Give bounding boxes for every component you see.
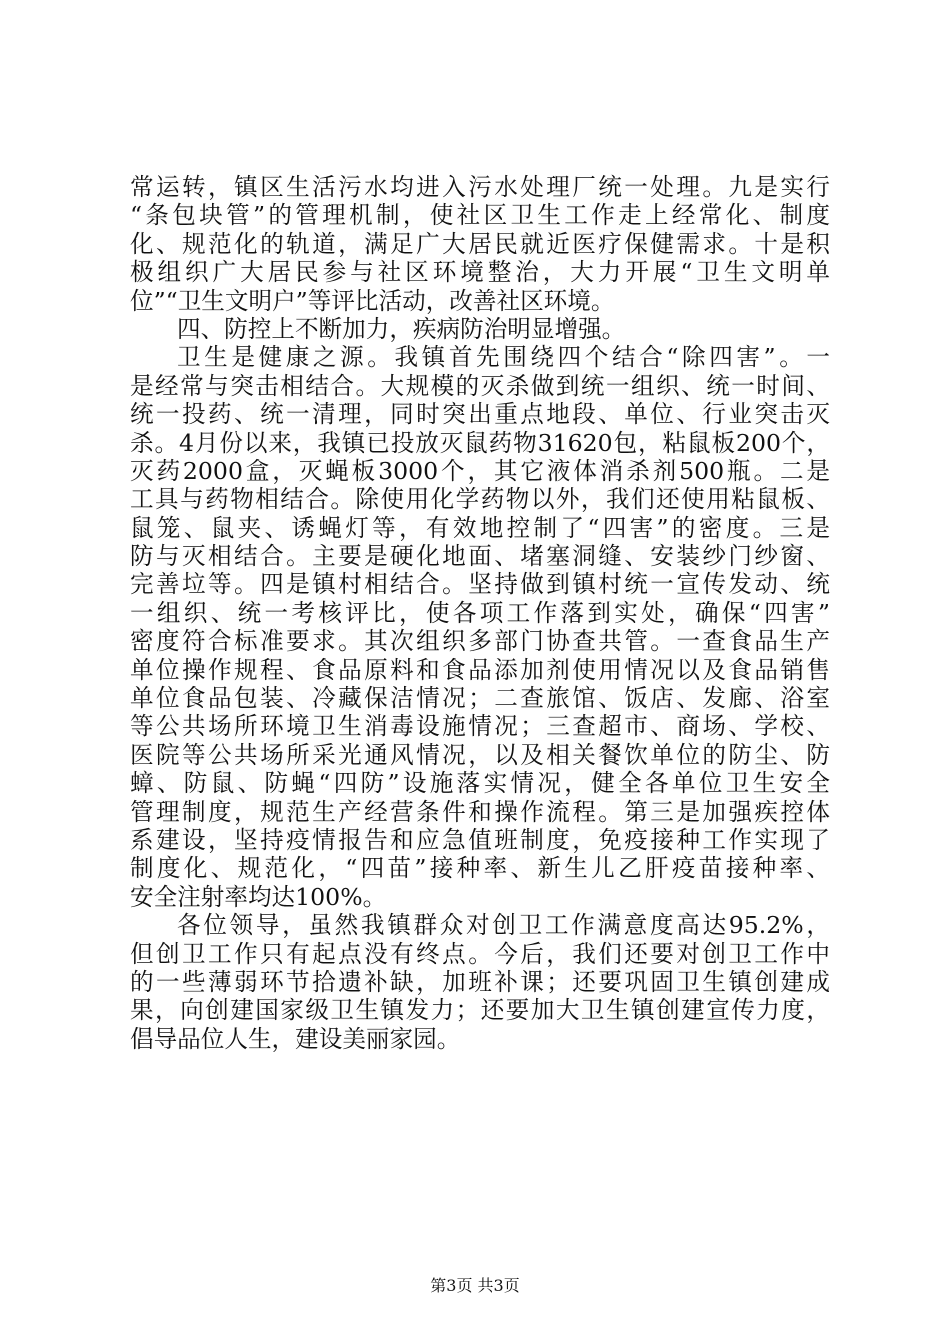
- text-line: 制度化、规范化，“四苗”接种率、新生儿乙肝疫苗接种率、: [130, 854, 830, 883]
- text-line: “条包块管”的管理机制，使社区卫生工作走上经常化、制度: [130, 201, 830, 230]
- text-line: 管理制度，规范生产经营条件和操作流程。第三是加强疾控体: [130, 797, 830, 826]
- text-line: 灭药2000盒，灭蝇板3000个，其它液体消杀剂500瓶。二是: [130, 456, 830, 485]
- document-body: [130, 173, 830, 1053]
- text-line: 安全注射率均达100%。: [130, 882, 387, 911]
- text-line: 杀。4月份以来，我镇已投放灭鼠药物31620包，粘鼠板200个，: [130, 428, 830, 457]
- text-line: 但创卫工作只有起点没有终点。今后，我们还要对创卫工作中: [130, 939, 830, 968]
- text-line: 蟑、防鼠、防蝇“四防”设施落实情况，健全各单位卫生安全: [130, 769, 830, 798]
- text-line: 卫生是健康之源。我镇首先围绕四个结合“除四害”。一: [177, 343, 830, 372]
- text-line: 医院等公共场所采光通风情况，以及相关餐饮单位的防尘、防: [130, 740, 830, 769]
- text-line: 密度符合标准要求。其次组织多部门协查共管。一查食品生产: [130, 627, 830, 656]
- text-line: 鼠笼、鼠夹、诱蝇灯等，有效地控制了“四害”的密度。三是: [130, 513, 830, 542]
- text-line: 统一投药、统一清理，同时突出重点地段、单位、行业突击灭: [130, 400, 830, 429]
- text-line: 各位领导，虽然我镇群众对创卫工作满意度高达95.2%，: [177, 911, 830, 940]
- text-line: 果，向创建国家级卫生镇发力；还要加大卫生镇创建宣传力度，: [130, 996, 830, 1025]
- text-line: 单位操作规程、食品原料和食品添加剂使用情况以及食品销售: [130, 655, 830, 684]
- text-line: 系建设，坚持疫情报告和应急值班制度，免疫接种工作实现了: [130, 825, 830, 854]
- text-line: 是经常与突击相结合。大规模的灭杀做到统一组织、统一时间、: [130, 371, 830, 400]
- text-line: 化、规范化的轨道，满足广大居民就近医疗保健需求。十是积: [130, 229, 830, 258]
- text-line: 单位食品包装、冷藏保洁情况；二查旅馆、饭店、发廊、浴室: [130, 684, 830, 713]
- text-line: 工具与药物相结合。除使用化学药物以外，我们还使用粘鼠板、: [130, 485, 830, 514]
- text-line: 的一些薄弱环节拾遗补缺，加班补课；还要巩固卫生镇创建成: [130, 967, 830, 996]
- text-line: 等公共场所环境卫生消毒设施情况；三查超市、商场、学校、: [130, 712, 830, 741]
- text-line: 位”“卫生文明户”等评比活动，改善社区环境。: [130, 286, 615, 315]
- text-line: 极组织广大居民参与社区环境整治，大力开展“卫生文明单: [130, 258, 830, 287]
- page-footer: 第3页 共3页: [430, 1276, 520, 1295]
- text-line: 常运转，镇区生活污水均进入污水处理厂统一处理。九是实行: [130, 173, 830, 201]
- text-line: 倡导品位人生，建设美丽家园。: [130, 1024, 461, 1053]
- text-line: 完善垃等。四是镇村相结合。坚持做到镇村统一宣传发动、统: [130, 570, 830, 599]
- text-line: 防与灭相结合。主要是硬化地面、堵塞洞缝、安装纱门纱窗、: [130, 542, 830, 571]
- text-line: 一组织、统一考核评比，使各项工作落到实处，确保“四害”: [130, 598, 830, 627]
- text-line: 四、防控上不断加力，疾病防治明显增强。: [177, 314, 626, 343]
